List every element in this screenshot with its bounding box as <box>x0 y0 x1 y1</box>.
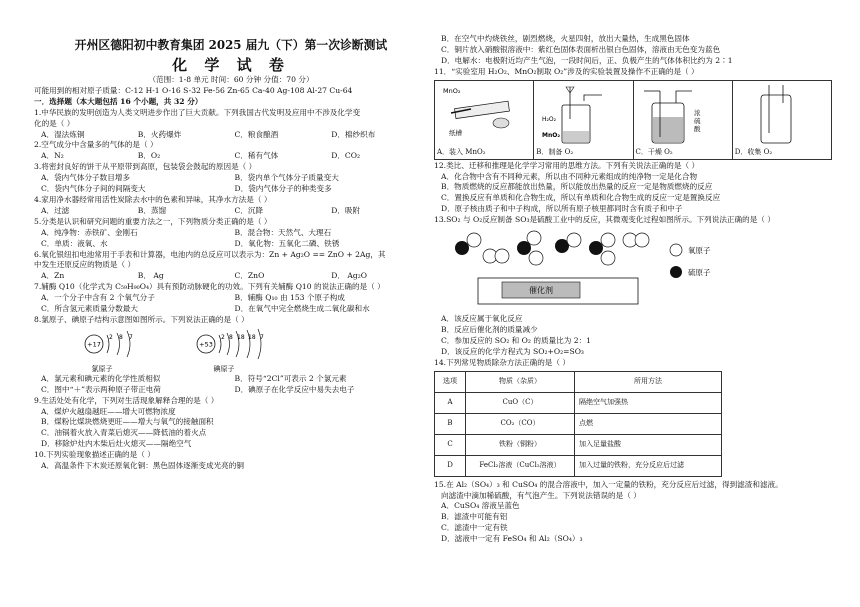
i-nucleus: +53 <box>199 340 213 349</box>
q7-option-b[interactable]: B．辅酶 Q₁₀ 由 153 个原子构成 <box>234 293 345 303</box>
q10-option-d[interactable]: D．电解水：电极附近均产生气泡，一段时间后，正、负极产生的气体体积比约为 2∶1 <box>441 55 733 65</box>
table-cell: D <box>435 455 466 476</box>
q6-stem: 6.氧化银纽扣电池常用于手表和计算器，电池内的总反应可以表示为：Zn + Ag₂O == ZnO + 2Ag，其 <box>34 249 386 259</box>
left-column <box>34 0 428 472</box>
catalyst-label: 催化剂 <box>529 286 553 296</box>
q9-stem: 9.生活处处有化学，下列对生活现象解释合理的是（ ） <box>34 395 219 405</box>
q8-option-b[interactable]: B．符号“2Cl”可表示 2 个氯元素 <box>234 373 347 383</box>
atomic-masses: 可能用到的相对原子质量：C-12 H-1 O-16 S-32 Fe-56 Zn-65 Ca-40 Ag-108 Al-27 Cu-64 <box>34 85 353 95</box>
table-header: 选项 <box>435 371 466 392</box>
q13-option-d[interactable]: D．该反应的化学方程式为 SO₂+O₂=SO₃ <box>441 346 584 356</box>
table-cell: 点燃 <box>575 413 722 434</box>
table-cell: FeCl₂溶液（CuCl₂溶液） <box>466 455 575 476</box>
q9-option-c[interactable]: C．油锅着火放入青菜后熄灭——降低油的着火点 <box>41 428 207 438</box>
q15-stem: 15.在 Al₂（SO₄）₃ 和 CuSO₄ 的混合溶液中，加入一定量的铁粉，充分反应后过滤，得到滤渣和滤液。 <box>434 479 783 489</box>
table-cell: 铁粉（铜粉） <box>466 434 575 455</box>
cl-shell-1: 2 <box>109 333 113 341</box>
q7-option-d[interactable]: D．在氧气中完全燃烧生成二氧化碳和水 <box>234 304 370 314</box>
table-row[interactable] <box>435 413 722 434</box>
q3-option-b[interactable]: B．袋内单个气体分子质量变大 <box>234 173 339 183</box>
q14-table <box>434 371 722 477</box>
q2-stem: 2.空气成分中含量多的气体的是（ ） <box>34 140 158 150</box>
q1-option-c[interactable]: C．粮食酿酒 <box>234 129 279 139</box>
q14-stem: 14.下列常见物质除杂方法正确的是（ ） <box>434 357 570 367</box>
q12-stem: 12.类比、迁移和推理是化学学习常用的思维方法。下列有关说法正确的是（ ） <box>434 160 700 170</box>
i-shell-5: 7 <box>260 333 264 341</box>
q9-option-a[interactable]: A．煤炉火越扇越旺——增大可燃物浓度 <box>41 406 176 416</box>
q5-option-c[interactable]: C．单质：液氧、水 <box>41 238 108 248</box>
q4-option-d[interactable]: D．吸附 <box>331 205 361 215</box>
i-shell-2: 8 <box>229 333 233 341</box>
table-header-row <box>435 371 722 392</box>
q5-stem: 5.分类是认识和研究问题的重要方法之一，下列物质分类正确的是（ ） <box>34 216 272 226</box>
q15-option-a[interactable]: A．CuSO₄ 溶液呈蓝色 <box>441 501 520 511</box>
q10-option-c[interactable]: C．铜片放入硝酸银溶液中：紫红色固体表面析出银白色固体，溶液由无色变为蓝色 <box>441 44 721 54</box>
q2-option-d[interactable]: D．CO₂ <box>331 151 361 161</box>
q5-option-b[interactable]: B．混合物：天然气、大理石 <box>234 227 332 237</box>
table-cell: CuO（C） <box>466 392 575 413</box>
q7-options-row1 <box>34 293 428 304</box>
q10-stem: 10.下列实验现象描述正确的是（ ） <box>34 450 155 460</box>
table-row[interactable] <box>435 434 722 455</box>
q11-panel-a[interactable] <box>435 81 534 159</box>
q3-options-row2 <box>34 184 428 195</box>
q6-option-d[interactable]: D． Ag₂O <box>331 271 367 281</box>
table-cell: C <box>435 434 466 455</box>
acid-label-3: 酸 <box>693 124 700 133</box>
q6-option-a[interactable]: A．Zn <box>41 271 65 281</box>
legend-oxygen: 氧原子 <box>688 246 711 256</box>
q9-option-d[interactable]: D．移除炉灶内木柴后灶火熄灭——隔绝空气 <box>41 439 192 449</box>
mno2-solid-label: MnO₂ <box>542 131 561 139</box>
q11-caption-a: A．装入 MnO₂ <box>437 147 486 156</box>
mno2-label: MnO₂ <box>443 86 461 95</box>
q8-atom-diagrams <box>34 326 428 374</box>
q13-stem: 13.SO₂ 与 O₂反应制备 SO₃是硫酸工业中的反应，其微观变化过程如图所示。下列说法正确的是（ ） <box>434 215 775 225</box>
q10-option-a[interactable]: A．高温条件下木炭还原氧化铜：黑色固体逐渐变成光亮的铜 <box>41 461 244 471</box>
q2-options <box>34 151 428 162</box>
q12-option-b[interactable]: B．物质燃烧的反应都能放出热量，所以能放出热量的反应一定是物质燃烧的反应 <box>441 182 713 192</box>
q3-option-a[interactable]: A．袋内气体分子数目增多 <box>41 173 131 183</box>
q8-option-c[interactable]: C．图中“＋”表示两种原子带正电荷 <box>41 384 161 394</box>
q13-option-a[interactable]: A．该反应属于氧化反应 <box>441 314 523 324</box>
acid-label-1: 浓 <box>693 108 700 117</box>
q3-option-d[interactable]: D．袋内气体分子的种类变多 <box>234 184 332 194</box>
q7-stem: 7.辅酶 Q10（化学式为 C₅₉H₉₀O₄）具有预防动脉硬化的功效。下列有关辅酶 Q10 的说法正确的是（ ） <box>34 282 385 292</box>
q11-panel-c[interactable] <box>634 81 733 159</box>
h2o2-label: H₂O₂ <box>542 115 557 123</box>
section-heading: 一．选择题（本大题包括 16 个小题，共 32 分） <box>34 96 203 106</box>
q13-option-c[interactable]: C．参加反应的 SO₂ 和 O₂ 的质量比为 2：1 <box>441 335 592 345</box>
q10-option-b[interactable]: B．在空气中灼烧铁丝，剧烈燃烧，火星四射，放出大量热，生成黑色固体 <box>441 34 690 43</box>
cl-shell-3: 7 <box>129 333 133 341</box>
q2-option-c[interactable]: C．稀有气体 <box>234 151 279 161</box>
q4-stem: 4.家用净水器经常用活性炭除去水中的色素和异味，其净水方法是（ ） <box>34 194 272 204</box>
q11-stem: 11．“实验室用 H₂O₂、MnO₂制取 O₂”涉及的实验装置及操作不正确的是（ ） <box>434 66 699 76</box>
q4-option-c[interactable]: C．沉降 <box>234 205 264 215</box>
q11-caption-d: D．收集 O₂ <box>734 147 773 156</box>
table-cell: B <box>435 413 466 434</box>
paper-trough-label: 纸槽 <box>449 128 462 137</box>
i-atom-label: 碘原子 <box>213 364 235 373</box>
q1-option-d[interactable]: D．棉纱织布 <box>331 129 376 139</box>
q15-option-c[interactable]: C．滤渣中一定有铁 <box>441 523 508 533</box>
q11-panel-d[interactable] <box>733 81 831 159</box>
q2-option-a[interactable]: A．N₂ <box>41 151 64 161</box>
subject-title: 化 学 试 卷 <box>172 56 290 74</box>
q4-option-b[interactable]: B．蒸馏 <box>137 205 167 215</box>
q12-option-d[interactable]: D．原子核由质子和中子构成，所以所有原子核里都同时含有质子和中子 <box>441 204 683 214</box>
reaction-micro-diagram <box>450 226 750 314</box>
atom-structure-figure <box>74 326 294 374</box>
legend-sulfur: 硫原子 <box>688 268 711 278</box>
q6-stem-cont: 中发生还原反应的物质是（ ） <box>34 260 136 270</box>
exam-scope: （范围：1-8 单元 时间：60 分钟 分值：70 分） <box>148 75 314 84</box>
q5-options-row1 <box>34 228 428 239</box>
q6-options <box>34 271 428 282</box>
q6-option-b[interactable]: B． Ag <box>137 271 164 281</box>
right-column <box>434 34 832 545</box>
q13-molecule-figure <box>434 226 832 314</box>
q11-panel-b[interactable] <box>534 81 633 159</box>
q15-option-d[interactable]: D．滤液中一定有 FeSO₄ 和 Al₂（SO₄）₃ <box>441 534 583 544</box>
cl-nucleus: +17 <box>87 340 101 349</box>
exam-title: 开州区德阳初中教育集团 2025 届九（下）第一次诊断测试 <box>74 38 388 52</box>
q6-option-c[interactable]: C．ZnO <box>234 271 265 281</box>
i-shell-4: 18 <box>248 333 256 341</box>
q11-caption-b: B．制备 O₂ <box>536 147 574 156</box>
q3-option-c[interactable]: C．袋内气体分子间的间隔变大 <box>41 184 146 194</box>
q8-option-d[interactable]: D．碘原子在化学反应中易失去电子 <box>234 384 355 394</box>
cl-shell-2: 8 <box>119 333 123 341</box>
q1-options <box>34 130 428 141</box>
q15-stem-cont: 向滤渣中滴加稀硫酸，有气泡产生。下列说法错误的是（ ） <box>441 490 641 500</box>
q12-option-c[interactable]: C．置换反应有单质和化合物生成，所以有单质和化合物生成的反应一定是置换反应 <box>441 193 721 203</box>
q8-options-row2 <box>34 385 428 396</box>
table-cell: 隔绝空气加强热 <box>575 392 722 413</box>
i-shell-1: 2 <box>221 333 225 341</box>
table-row[interactable] <box>435 455 722 476</box>
q1-stem-cont: 化的是（ ） <box>34 118 75 128</box>
q11-apparatus-figure <box>434 80 832 160</box>
q1-option-a[interactable]: A．湿法炼铜 <box>41 129 85 139</box>
acid-label-2: 硫 <box>693 116 700 125</box>
table-cell: 加入过量的铁粉，充分反应后过滤 <box>575 455 722 476</box>
q13-option-b[interactable]: B．反应后催化剂的质量减少 <box>441 324 538 334</box>
q12-option-a[interactable]: A．化合物中含有不同种元素，所以由不同种元素组成的纯净物一定是化合物 <box>441 171 698 181</box>
q8-option-a[interactable]: A．氯元素和碘元素的化学性质相似 <box>41 373 161 383</box>
table-header: 物质（杂质） <box>466 371 575 392</box>
q7-option-c[interactable]: C．所含氢元素质量分数最大 <box>41 304 138 314</box>
q9-option-b[interactable]: B．煤粉比煤块燃烧更旺——增大与氧气的接触面积 <box>41 417 214 427</box>
table-cell: A <box>435 392 466 413</box>
table-row[interactable] <box>435 392 722 413</box>
q4-option-a[interactable]: A．过滤 <box>41 205 70 215</box>
q11-caption-c: C．干燥 O₂ <box>635 147 673 156</box>
q4-options <box>34 206 428 217</box>
q5-option-a[interactable]: A．纯净物：赤铁矿、金刚石 <box>41 227 138 237</box>
q7-option-a[interactable]: A．一个分子中含有 2 个氧气分子 <box>41 293 155 303</box>
q5-option-d[interactable]: D．氧化物：五氧化二磷、铁锈 <box>234 238 340 248</box>
q5-options-row2 <box>34 239 428 250</box>
table-header: 所用方法 <box>575 371 722 392</box>
q15-option-b[interactable]: B．滤渣中可能有铝 <box>441 512 508 522</box>
table-cell: CO₂（CO） <box>466 413 575 434</box>
q1-stem: 1.中华民族的发明创造为人类文明进步作出了巨大贡献。下列我国古代发明及应用中不涉及化学变 <box>34 107 361 117</box>
q8-options-row1 <box>34 374 428 385</box>
i-shell-3: 18 <box>237 333 245 341</box>
table-cell: 加入足量盐酸 <box>575 434 722 455</box>
q7-options-row2 <box>34 304 428 315</box>
cl-atom-label: 氯原子 <box>91 364 113 373</box>
q1-option-b[interactable]: B．火药爆炸 <box>137 129 182 139</box>
q3-stem: 3.将密封良好的饼干从平原带到高原，包装袋会鼓起的原因是（ ） <box>34 162 257 172</box>
q2-option-b[interactable]: B．O₂ <box>137 151 161 161</box>
q3-options-row1 <box>34 173 428 184</box>
q8-stem: 8.氯原子、碘原子结构示意图如图所示。下列说法正确的是（ ） <box>34 314 249 324</box>
